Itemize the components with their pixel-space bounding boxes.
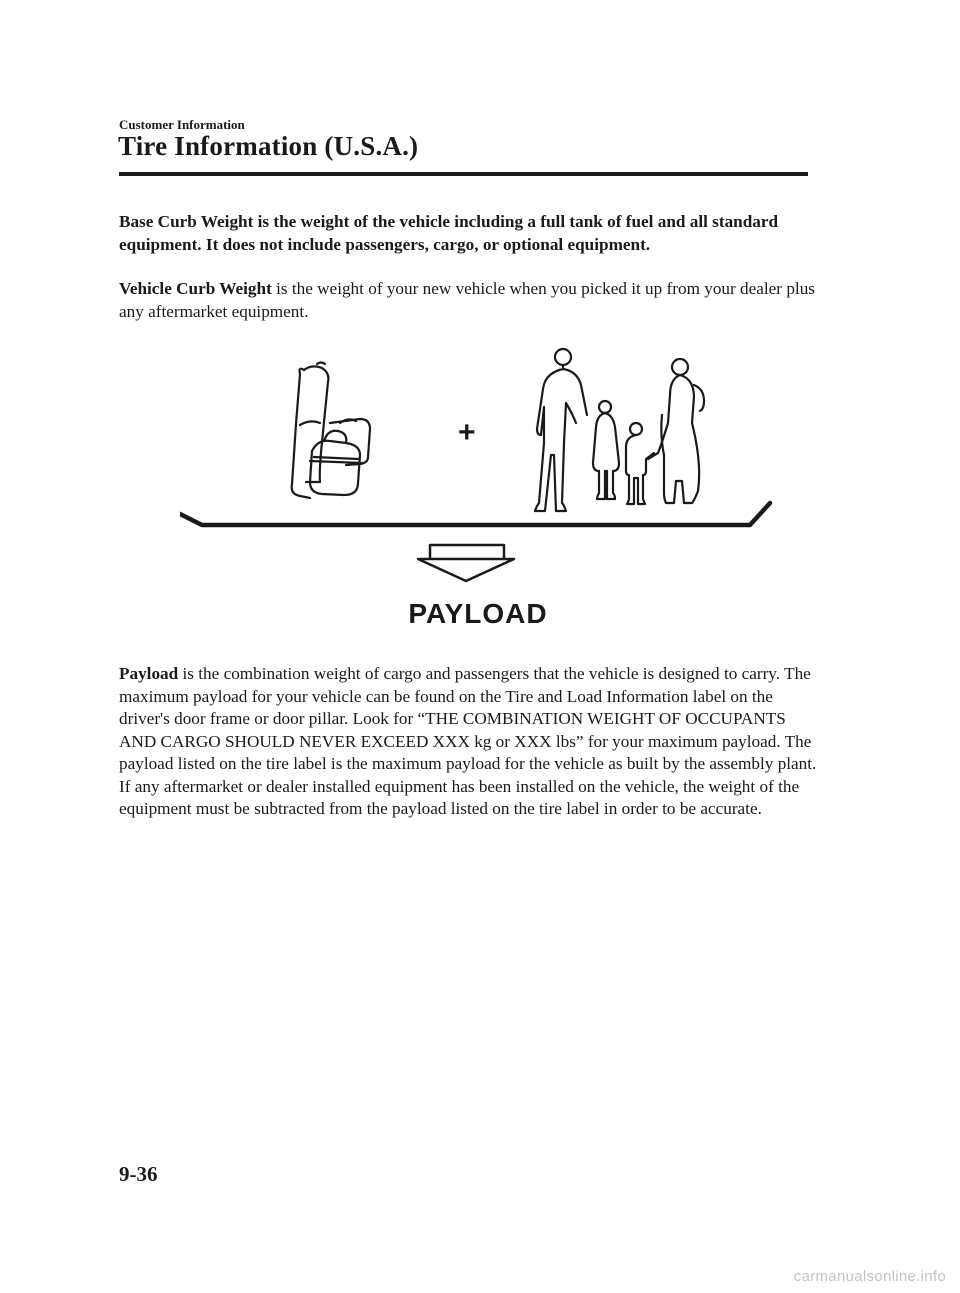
paragraph-base-curb-weight: Base Curb Weight is the weight of the vehicle including a full tank of fuel and all standard equipment. It does not include passengers, cargo, or optional equipment. [119, 212, 779, 254]
page-title: Tire Information (U.S.A.) [118, 131, 419, 161]
paragraph-vehicle-curb-weight-text: is the weight of your new vehicle when you picked it up from your dealer plus any aftermarket equipment. [119, 279, 815, 321]
paragraph-payload [119, 663, 819, 821]
title-rule [119, 172, 808, 176]
down-arrow-icon [418, 545, 514, 581]
luggage-icon [292, 363, 370, 499]
watermark: carmanualsonline.info [793, 1268, 946, 1285]
paragraph-vehicle-curb-weight [119, 277, 819, 323]
section-label: Customer Information [119, 117, 245, 132]
term-vehicle-curb-weight: Vehicle Curb Weight [119, 279, 272, 298]
term-payload: Payload [119, 664, 179, 683]
bracket-icon [180, 503, 770, 525]
paragraph-payload-text: is the combination weight of cargo and passengers that the vehicle is designed to carry. The maximum payload for your vehicle can be found on the Tire and Load Information label on the driver's door frame or door pillar. Look for “THE COMBINATION WEIGHT OF OCCUPANTS AND CARGO SHOULD NEVER EXCEED XXX kg or XXX lbs” for your maximum payload. The payload listed on the tire label is the maximum payload for the vehicle as built by the assembly plant. If any aftermarket or dealer installed equipment has been installed on the vehicle, the weight of the equipment must be subtracted from the payload listed on the tire label in order to be accurate. [119, 664, 817, 818]
page-number: 9-36 [119, 1162, 158, 1186]
family-icon [535, 349, 704, 511]
plus-sign: + [458, 416, 476, 449]
payload-label: PAYLOAD [408, 598, 548, 629]
